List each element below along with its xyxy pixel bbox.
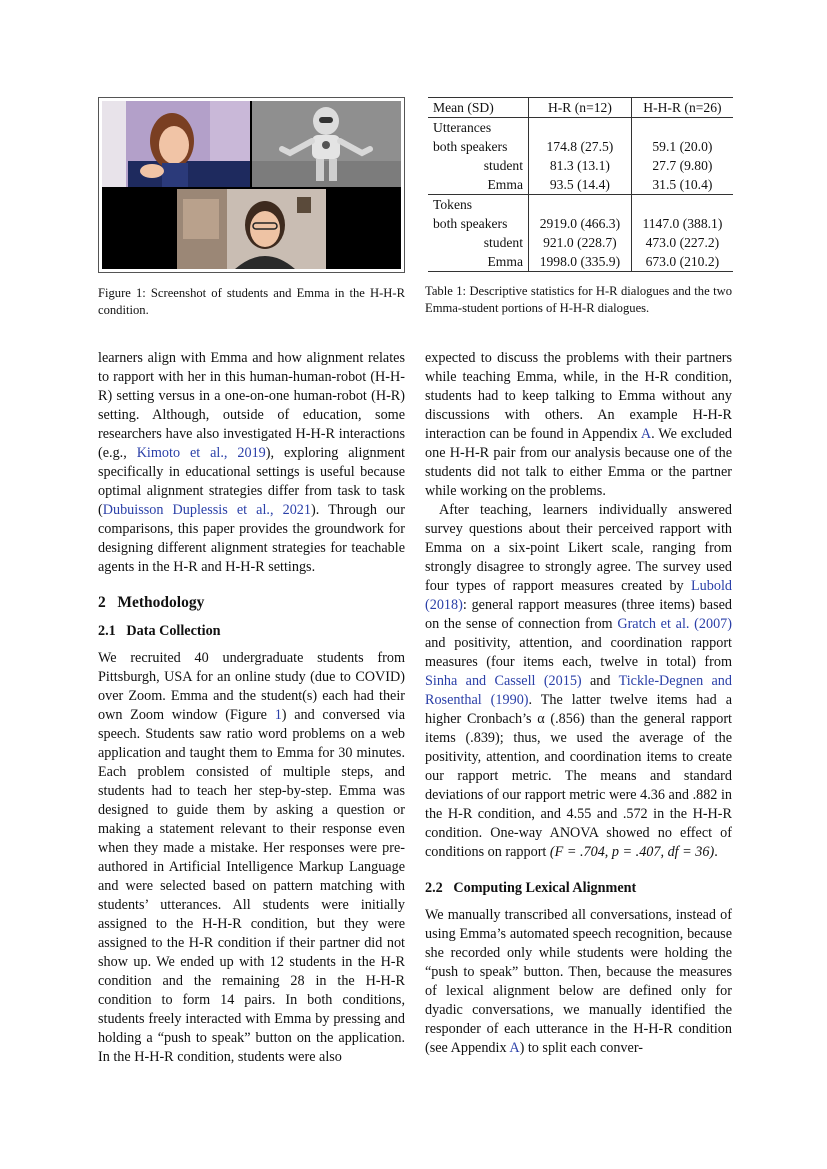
subsection-heading-2-2: 2.2 Computing Lexical Alignment (425, 880, 637, 896)
section-heading: 2 Methodology (98, 594, 205, 611)
paragraph-survey: After teaching, learners individually answered survey questions about their perceived rapport with Emma on a six-point Likert scale, ranging from strongly disagree to strongly agree. The survey used four types of rapport measures created by Lubold (2018): general rapport measures (three items) based on the sense of connection from Gratch et al. (2007) and positivity, attention, and coordination rapport measures (four items each, twelve in total) from Sinha and Cassell (2015) and Tickle-Degnen and Rosenthal (1990). The latter twelve items had a higher Cronbach’s α (.856) than the general rapport items (.839); thus, we used the average of the positivity, attention, and coordination items to create our rapport metric. The means and standard deviations of our rapport metric were 4.36 and .882 in the H-R condition, and 4.55 and .572 in the H-H-R condition. One-way ANOVA showed no effect of conditions on rapport (F = .704, p = .407, df = 36). (425, 502, 732, 860)
subsection-heading: 2.1 Data Collection (98, 623, 221, 639)
cell-hr: 93.5 (14.4) (529, 175, 632, 195)
cell-hr: 81.3 (13.1) (529, 156, 632, 175)
table-header-hr: H-R (n=12) (529, 98, 632, 118)
paragraph-intro: learners align with Emma and how alignment relates to rapport with her in this human-human-robot (H-H-R) setting versus in a one-on-one human-robot (H-R) setting. Although, outside of education, some researchers have also investigated H-H-R interactions (e.g., Kimoto et al., 2019), exploring alignment specifically in educational settings is useful because optimal alignment strategies differ from task to task (Dubuisson Duplessis et al., 2021). Through our comparisons, this paper provides the groundwork for designing different alignment strategies for teachable agents in the H-R and H-H-R settings. (98, 350, 405, 575)
citation-kimoto[interactable]: Kimoto et al., 2019 (136, 445, 266, 461)
row-label: both speakers (433, 215, 508, 231)
student-2-video (177, 189, 326, 269)
left-column (98, 349, 405, 1067)
table-row (428, 233, 733, 252)
appendix-ref[interactable]: A (509, 1040, 520, 1056)
anova-stats: (F = .704, p = .407, df = 36) (549, 844, 715, 860)
table-header-hhr: H-H-R (n=26) (631, 98, 733, 118)
paragraph-lexical: We manually transcribed all conversations, instead of using Emma’s automated speech recognition, because she recorded only while students were holding the “push to speak” button. Then, because the measures of lexical alignment below are defined only for dyadic conversations, we manually identified the responder of each utterance in the H-H-R condition (see Appendix A) to split each conver- (425, 907, 732, 1056)
table-header-mean: Mean (SD) (428, 98, 529, 118)
cell-hhr: 1147.0 (388.1) (631, 214, 733, 233)
table-row (428, 156, 733, 175)
citation-dubuisson[interactable]: Dubuisson Duplessis et al., 2021 (102, 502, 311, 518)
row-label: student (483, 234, 523, 250)
figure-1 (98, 97, 405, 273)
figure-caption: Figure 1: Screenshot of students and Emma in the H-H-R condition. (98, 286, 405, 317)
table-caption: Table 1: Descriptive statistics for H-R dialogues and the two Emma-student portions of H-H-R dialogues. (425, 284, 732, 315)
cell-hhr: 31.5 (10.4) (631, 175, 733, 195)
cell-hr: 174.8 (27.5) (529, 137, 632, 156)
paragraph-data-collection: We recruited 40 undergraduate students from Pittsburgh, USA for an online study (due to COVID) over Zoom. Emma and the student(s) each had their own Zoom window (Figure 1) and conversed via speech. Students saw ratio word problems on a web application and taught them to Emma for 30 minutes. Each problem consisted of multiple steps, and students had to teach her step-by-step. Emma was designed to guide them by asking a question or making a statement relevant to their response even when they made a mistake. Her responses were pre-authored in Artificial Intelligence Markup Language and were selected based on pattern matching with students’ utterances. All students were initially assigned to the H-H-R condition, but they were assigned to the H-R condition if their partner did not show up. We ended up with 12 students in the H-R condition and the remaining 28 in the H-H-R condition to form 14 pairs. In both conditions, students freely interacted with Emma by pressing and holding a “push to speak” button on the application. In the H-H-R condition, students were also (98, 650, 405, 1065)
cell-hr: 1998.0 (335.9) (529, 252, 632, 272)
zoom-screenshot (102, 101, 401, 269)
citation-gratch[interactable]: Gratch et al. (2007) (617, 616, 732, 632)
cell-hhr: 59.1 (20.0) (631, 137, 733, 156)
citation-sinha[interactable]: Sinha and Cassell (2015) (425, 673, 582, 689)
emma-robot-video (252, 101, 401, 187)
table-row (428, 137, 733, 156)
student-1-video (102, 101, 250, 187)
citation-tickle[interactable]: Tickle-Degnen and Rosenthal (1990) (425, 673, 732, 708)
table-row (428, 214, 733, 233)
cell-hr: 2919.0 (466.3) (529, 214, 632, 233)
appendix-ref[interactable]: A (640, 426, 652, 442)
row-label: Emma (428, 252, 529, 272)
cell-hhr: 473.0 (227.2) (631, 233, 733, 252)
row-label: both speakers (433, 138, 508, 154)
cell-hhr: 673.0 (210.2) (631, 252, 733, 272)
table-1 (428, 97, 733, 272)
row-label: Emma (428, 175, 529, 195)
group-label: Tokens (433, 196, 473, 212)
paragraph-hhr-example: expected to discuss the problems with their partners while teaching Emma, while, in the H-R condition, students had to keep talking to Emma without any discussions with others. An example H-H-R interaction can be found in Appendix A. We excluded one H-H-R pair from our analysis because one of the students did not talk to either Emma or the partner while working on the problems. (425, 350, 732, 499)
citation-lubold[interactable]: Lubold (2018) (425, 578, 732, 613)
row-label: student (483, 157, 523, 173)
cell-hr: 921.0 (228.7) (529, 233, 632, 252)
figure-ref[interactable]: 1 (274, 707, 282, 723)
right-column (425, 349, 732, 1058)
cell-hhr: 27.7 (9.80) (631, 156, 733, 175)
table-row (428, 252, 733, 272)
group-label: Utterances (433, 119, 492, 135)
table-row (428, 175, 733, 195)
